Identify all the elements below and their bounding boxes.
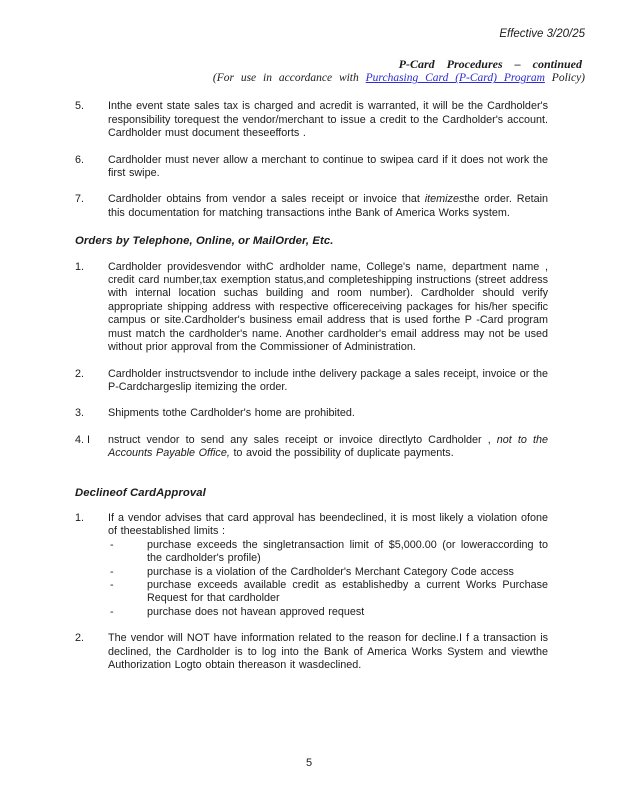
- item-text: Cardholder instructsvendor to include inthe delivery package a sales receipt, invoice or the P-Cardchargeslip itemizing the order.: [108, 367, 548, 393]
- policy-link[interactable]: Purchasing Card (P-Card) Program: [365, 72, 545, 85]
- item-text-post: the order. Retain this documentation for matching transactions inthe Bank of America Works system.: [108, 193, 549, 219]
- item-text: Cardholder must never allow a merchant to continue to swipea card if it does not work the first swipe.: [108, 153, 548, 180]
- decline-item-1: [75, 512, 548, 619]
- item-text: The vendor will NOT have information related to the reason for decline.I f a transaction is declined, the Cardholder is to log into the Bank of America Works System and viewthe Authorization Logto obtain thereason it wasdeclined.: [108, 632, 548, 671]
- item-text-italic: itemizes: [424, 193, 465, 206]
- document-title: P-Card Procedures – continued: [398, 57, 582, 72]
- orders-item-3: [75, 407, 548, 420]
- decline-bullet-list: [108, 539, 548, 619]
- item-number: 1.: [75, 511, 85, 524]
- item-text-italic: not to the Accounts Payable Office,: [108, 433, 548, 460]
- item-text: [108, 512, 548, 619]
- subtitle-prefix: (For use in accordance with: [212, 72, 359, 85]
- item-text: Cardholder providesvendor withC ardholder name, College's name, department name , credit card number,tax exemption status,and completeshipping instructions (street address with internal location suchas building and room number). Cardholder should verify appropriate shipping address with respective officereceiving packages for his/her specific campus or site.Cardholder's business email address that is used forthe P -Card program must match the cardholder's name. Another cardholder's email address may not be used without prior approval from the Commissioner of Administration.: [108, 260, 548, 354]
- item-text: [108, 434, 548, 461]
- list-item-6: [75, 154, 548, 181]
- bullet-text: purchase is a violation of the Cardholder's Merchant Category Code access: [147, 565, 514, 578]
- bullet-text: purchase exceeds the singletransaction limit of $5,000.00 (or loweraccording to the cardholder's profile): [147, 538, 548, 565]
- list-item-7: [75, 193, 548, 220]
- subtitle-suffix: Policy): [551, 72, 585, 85]
- bullet-dash: -: [110, 565, 114, 578]
- item-text-pre: nstruct vendor to send any sales receipt or invoice directlyto Cardholder ,: [108, 433, 497, 446]
- section-heading-decline: Declineof CardApproval: [75, 486, 206, 499]
- item-number: 6.: [75, 153, 85, 166]
- decline-item-2: [75, 632, 548, 672]
- list-item-5: [75, 100, 548, 140]
- item-number: 2.: [75, 367, 85, 380]
- bullet-text: purchase does not havean approved request: [147, 605, 365, 618]
- section-heading-orders: Orders by Telephone, Online, or MailOrder, Etc.: [75, 235, 334, 248]
- orders-item-1: [75, 261, 548, 355]
- item-number: 3.: [75, 407, 85, 420]
- bullet-text: purchase exceeds available credit as establishedby a current Works Purchase Request for that cardholder: [147, 578, 548, 605]
- bullet-item: [108, 606, 548, 619]
- effective-date: Effective 3/20/25: [499, 28, 585, 40]
- item-number: 2.: [75, 632, 85, 645]
- decline-intro: If a vendor advises that card approval has beendeclined, it is most likely a violation ofone of theestablished limits :: [108, 511, 548, 538]
- orders-item-2: [75, 368, 548, 395]
- bullet-dash: -: [110, 578, 114, 591]
- item-text-post: to avoid the possibility of duplicate payments.: [233, 447, 454, 460]
- item-number: 4. I: [75, 433, 91, 446]
- page-number: 5: [305, 756, 313, 769]
- item-text-pre: Cardholder obtains from vendor a sales receipt or invoice that: [108, 193, 425, 206]
- item-number: 5.: [75, 100, 85, 113]
- bullet-dash: -: [110, 605, 114, 618]
- bullet-item: [108, 539, 548, 566]
- document-body: [75, 100, 548, 672]
- bullet-item: [108, 579, 548, 606]
- item-number: 7.: [75, 193, 85, 206]
- bullet-dash: -: [110, 538, 114, 551]
- item-text: Inthe event state sales tax is charged and acredit is warranted, it will be the Cardholder's responsibility torequest the vendor/merchant to issue a credit to the Cardholder's account. Cardholder must document theseefforts .: [108, 100, 548, 140]
- item-text: [108, 193, 548, 220]
- bullet-item: [108, 566, 548, 579]
- item-number: 1.: [75, 260, 85, 273]
- orders-item-4: [75, 434, 548, 461]
- item-text: Shipments tothe Cardholder's home are prohibited.: [108, 407, 355, 420]
- document-subtitle: [0, 71, 618, 85]
